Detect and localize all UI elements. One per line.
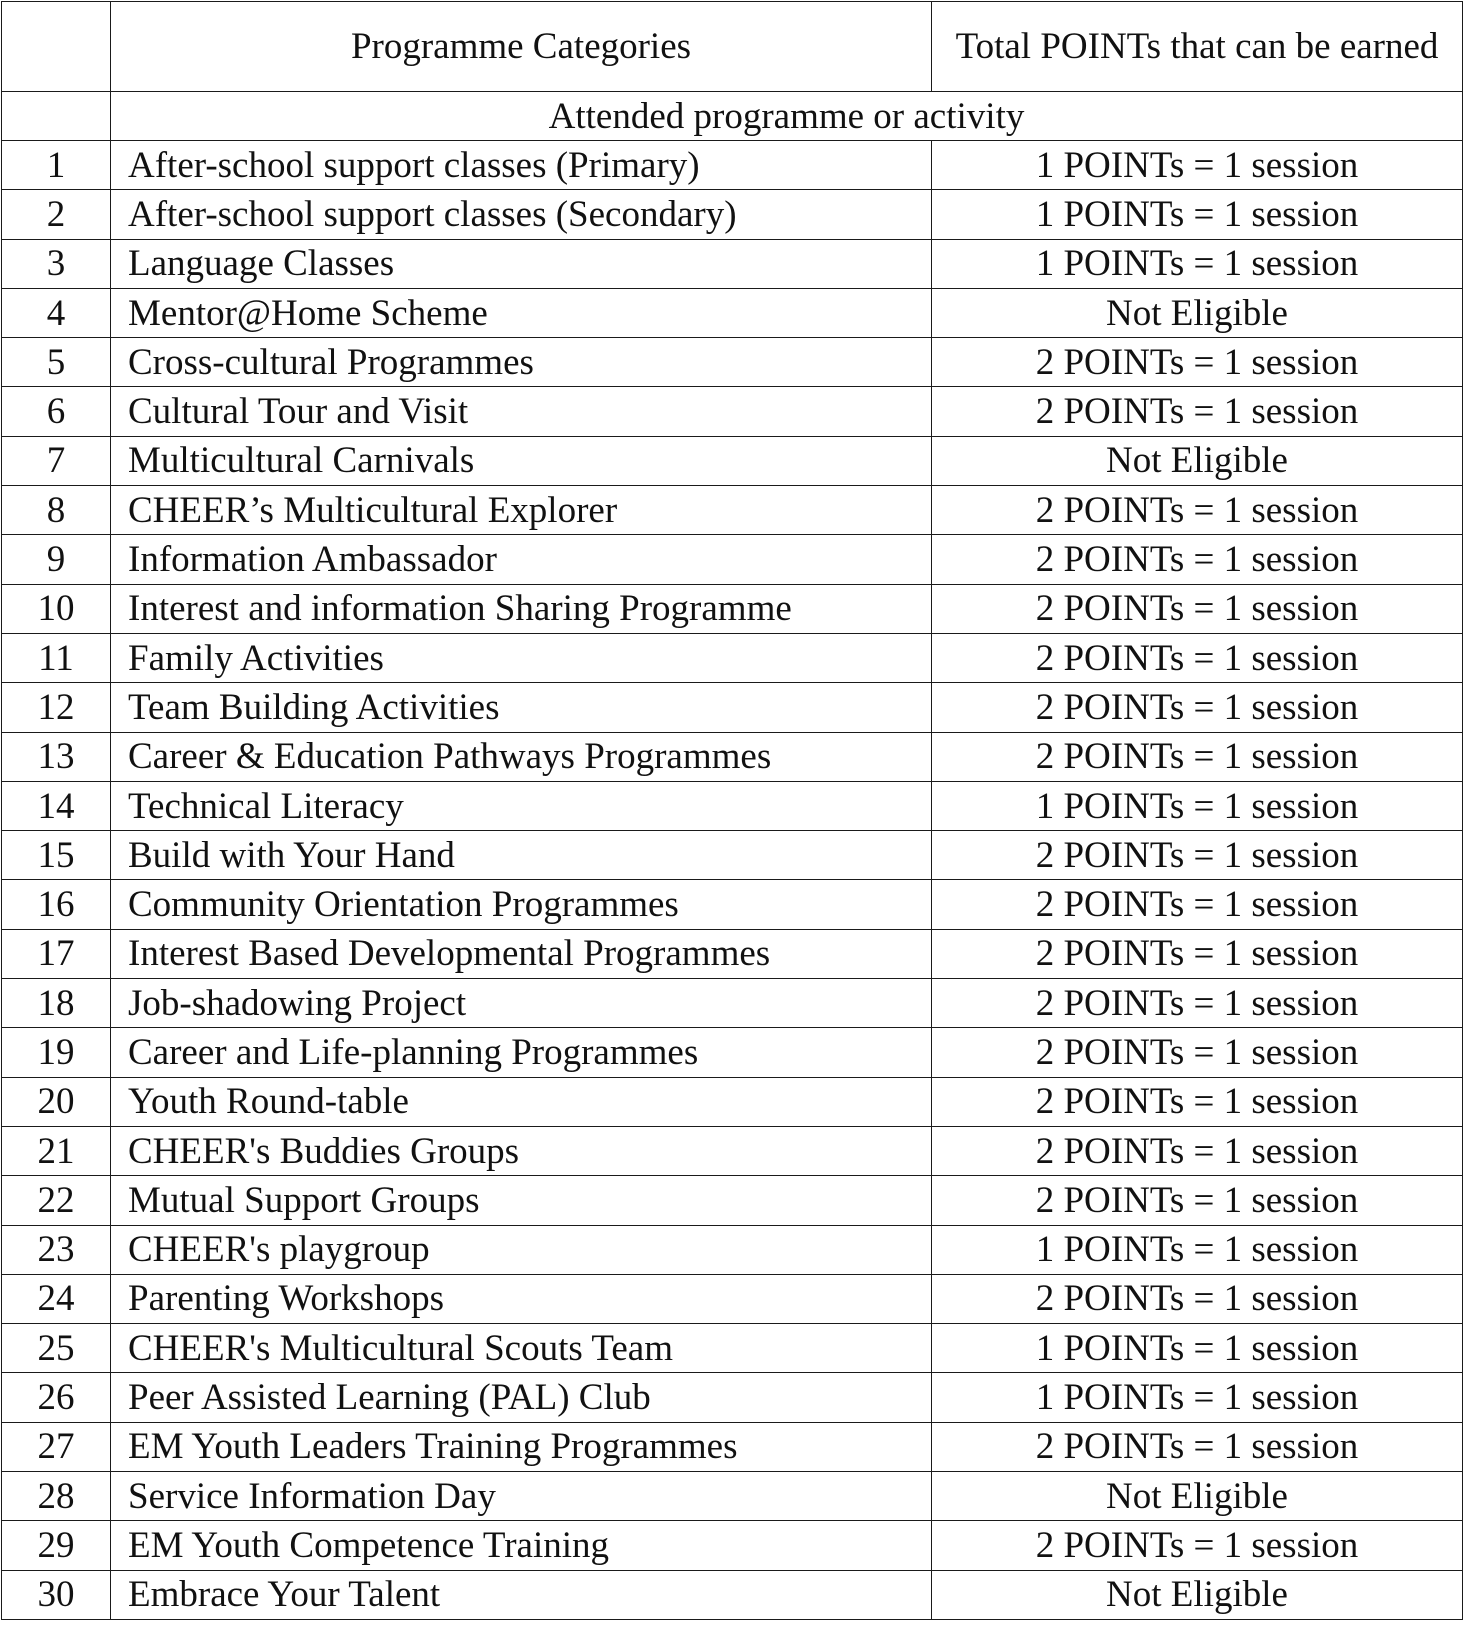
table-body [2, 2, 1463, 1620]
table-row [2, 338, 1463, 387]
row-category-cell: After-school support classes (Secondary) [111, 190, 932, 239]
row-category-cell: Mutual Support Groups [111, 1176, 932, 1225]
row-category-cell: CHEER's Buddies Groups [111, 1126, 932, 1175]
row-number-cell: 8 [2, 486, 111, 535]
row-number-cell: 22 [2, 1176, 111, 1225]
row-points-cell: 1 POINTs = 1 session [932, 141, 1463, 190]
row-number-cell: 24 [2, 1274, 111, 1323]
table-row [2, 1373, 1463, 1422]
table-row [2, 535, 1463, 584]
row-number-cell: 4 [2, 288, 111, 337]
row-category-cell: Service Information Day [111, 1472, 932, 1521]
header-number-cell [2, 2, 111, 92]
header-row [2, 2, 1463, 92]
table-row [2, 387, 1463, 436]
row-points-cell: 1 POINTs = 1 session [932, 781, 1463, 830]
row-category-cell: Technical Literacy [111, 781, 932, 830]
table-row [2, 288, 1463, 337]
row-number-cell: 9 [2, 535, 111, 584]
row-category-cell: Cross-cultural Programmes [111, 338, 932, 387]
row-points-cell: 2 POINTs = 1 session [932, 486, 1463, 535]
row-category-cell: Career & Education Pathways Programmes [111, 732, 932, 781]
programme-points-table [1, 1, 1463, 1620]
row-number-cell: 18 [2, 979, 111, 1028]
row-points-cell: 2 POINTs = 1 session [932, 1274, 1463, 1323]
table-row [2, 1472, 1463, 1521]
row-category-cell: CHEER's Multicultural Scouts Team [111, 1324, 932, 1373]
table-row [2, 1570, 1463, 1619]
section-label: Attended programme or activity [111, 92, 1463, 141]
row-category-cell: Multicultural Carnivals [111, 436, 932, 485]
row-category-cell: Family Activities [111, 633, 932, 682]
row-number-cell: 14 [2, 781, 111, 830]
row-category-cell: Interest and information Sharing Programme [111, 584, 932, 633]
row-points-cell: 2 POINTs = 1 session [932, 683, 1463, 732]
table-row [2, 929, 1463, 978]
row-points-cell: 1 POINTs = 1 session [932, 1225, 1463, 1274]
row-category-cell: After-school support classes (Primary) [111, 141, 932, 190]
row-points-cell: 2 POINTs = 1 session [932, 338, 1463, 387]
row-points-cell: 2 POINTs = 1 session [932, 1077, 1463, 1126]
row-category-cell: Embrace Your Talent [111, 1570, 932, 1619]
row-category-cell: Community Orientation Programmes [111, 880, 932, 929]
table-row [2, 732, 1463, 781]
row-points-cell: 2 POINTs = 1 session [932, 1422, 1463, 1471]
table-row [2, 436, 1463, 485]
table-row [2, 831, 1463, 880]
row-number-cell: 28 [2, 1472, 111, 1521]
row-number-cell: 21 [2, 1126, 111, 1175]
table-row [2, 1422, 1463, 1471]
table-row [2, 1274, 1463, 1323]
row-number-cell: 16 [2, 880, 111, 929]
row-category-cell: CHEER’s Multicultural Explorer [111, 486, 932, 535]
row-points-cell: 1 POINTs = 1 session [932, 239, 1463, 288]
row-category-cell: Parenting Workshops [111, 1274, 932, 1323]
row-points-cell: 2 POINTs = 1 session [932, 633, 1463, 682]
row-category-cell: Build with Your Hand [111, 831, 932, 880]
table-row [2, 1521, 1463, 1570]
row-category-cell: Youth Round-table [111, 1077, 932, 1126]
row-category-cell: Interest Based Developmental Programmes [111, 929, 932, 978]
row-points-cell: Not Eligible [932, 288, 1463, 337]
table-row [2, 1176, 1463, 1225]
table-row [2, 1324, 1463, 1373]
row-number-cell: 7 [2, 436, 111, 485]
row-number-cell: 23 [2, 1225, 111, 1274]
row-points-cell: Not Eligible [932, 1472, 1463, 1521]
row-number-cell: 27 [2, 1422, 111, 1471]
table-row [2, 486, 1463, 535]
row-number-cell: 10 [2, 584, 111, 633]
row-points-cell: 1 POINTs = 1 session [932, 1324, 1463, 1373]
table-row [2, 880, 1463, 929]
row-number-cell: 29 [2, 1521, 111, 1570]
row-number-cell: 1 [2, 141, 111, 190]
row-points-cell: 2 POINTs = 1 session [932, 1176, 1463, 1225]
row-points-cell: 2 POINTs = 1 session [932, 535, 1463, 584]
row-number-cell: 30 [2, 1570, 111, 1619]
table-row [2, 979, 1463, 1028]
row-category-cell: Mentor@Home Scheme [111, 288, 932, 337]
section-row [2, 92, 1463, 141]
row-category-cell: Job-shadowing Project [111, 979, 932, 1028]
row-category-cell: Cultural Tour and Visit [111, 387, 932, 436]
row-points-cell: 2 POINTs = 1 session [932, 880, 1463, 929]
row-points-cell: Not Eligible [932, 1570, 1463, 1619]
row-points-cell: 2 POINTs = 1 session [932, 387, 1463, 436]
header-category-cell: Programme Categories [111, 2, 932, 92]
section-number-cell [2, 92, 111, 141]
table-row [2, 584, 1463, 633]
row-points-cell: 2 POINTs = 1 session [932, 732, 1463, 781]
row-points-cell: 2 POINTs = 1 session [932, 831, 1463, 880]
row-number-cell: 6 [2, 387, 111, 436]
row-category-cell: Language Classes [111, 239, 932, 288]
row-number-cell: 15 [2, 831, 111, 880]
table-row [2, 683, 1463, 732]
row-number-cell: 26 [2, 1373, 111, 1422]
row-number-cell: 11 [2, 633, 111, 682]
row-points-cell: 2 POINTs = 1 session [932, 929, 1463, 978]
row-number-cell: 13 [2, 732, 111, 781]
row-number-cell: 3 [2, 239, 111, 288]
row-number-cell: 12 [2, 683, 111, 732]
row-points-cell: Not Eligible [932, 436, 1463, 485]
table-row [2, 1126, 1463, 1175]
row-points-cell: 1 POINTs = 1 session [932, 1373, 1463, 1422]
row-points-cell: 2 POINTs = 1 session [932, 979, 1463, 1028]
row-points-cell: 1 POINTs = 1 session [932, 190, 1463, 239]
row-points-cell: 2 POINTs = 1 session [932, 1126, 1463, 1175]
header-points-cell: Total POINTs that can be earned [932, 2, 1463, 92]
row-category-cell: CHEER's playgroup [111, 1225, 932, 1274]
table-row [2, 633, 1463, 682]
row-points-cell: 2 POINTs = 1 session [932, 1521, 1463, 1570]
table-row [2, 781, 1463, 830]
table-row [2, 141, 1463, 190]
row-number-cell: 17 [2, 929, 111, 978]
row-category-cell: EM Youth Competence Training [111, 1521, 932, 1570]
row-points-cell: 2 POINTs = 1 session [932, 584, 1463, 633]
row-category-cell: Career and Life-planning Programmes [111, 1028, 932, 1077]
table-row [2, 1028, 1463, 1077]
row-number-cell: 5 [2, 338, 111, 387]
table-row [2, 1077, 1463, 1126]
row-category-cell: Information Ambassador [111, 535, 932, 584]
row-number-cell: 2 [2, 190, 111, 239]
row-category-cell: EM Youth Leaders Training Programmes [111, 1422, 932, 1471]
table-row [2, 1225, 1463, 1274]
row-category-cell: Team Building Activities [111, 683, 932, 732]
row-number-cell: 19 [2, 1028, 111, 1077]
row-number-cell: 25 [2, 1324, 111, 1373]
row-number-cell: 20 [2, 1077, 111, 1126]
row-points-cell: 2 POINTs = 1 session [932, 1028, 1463, 1077]
table-row [2, 190, 1463, 239]
table-row [2, 239, 1463, 288]
row-category-cell: Peer Assisted Learning (PAL) Club [111, 1373, 932, 1422]
